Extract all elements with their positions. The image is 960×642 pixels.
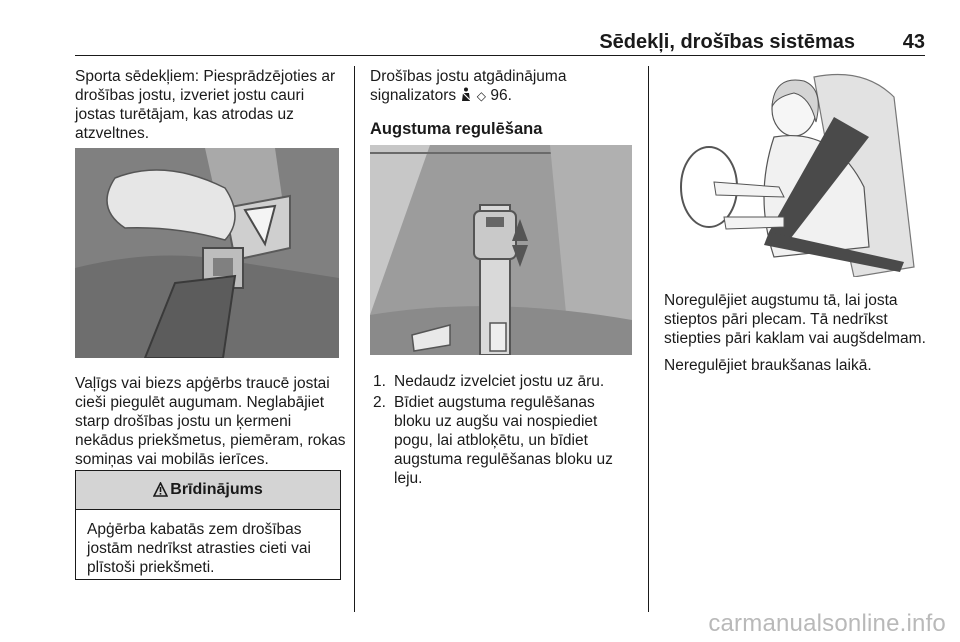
belt-buckle-illustration: [75, 148, 339, 358]
driver-seatbelt-illustration: [664, 67, 926, 277]
list-item: 1. Nedaudz izvelciet jostu uz āru.: [373, 373, 605, 390]
reminder-text: Drošības jostu atgādinājuma signalizators: [370, 68, 567, 104]
warning-triangle-icon: [153, 474, 168, 512]
intro-paragraph: Sporta sēdekļiem: Piesprādzējoties ar drošības jostu, izveriet jostu cauri jostas turētājam, kas atrodas uz atzveltnes.: [75, 68, 336, 142]
steps-list: [370, 372, 632, 488]
seatbelt-person-icon: [460, 87, 472, 107]
column-divider-1: [354, 66, 355, 612]
height-adjuster-illustration: [370, 145, 632, 355]
subheading-height-adjustment: Augstuma regulēšana: [370, 120, 543, 138]
list-item: 2. Bīdiet augstuma regulēšanas bloku uz augšu vai nospiediet pogu, lai atbloķētu, un bīdiet augstuma regulēšanas bloku uz leju.: [373, 394, 613, 487]
watermark: carmanualsonline.info: [708, 610, 946, 637]
left-intro: [75, 67, 347, 143]
right-text: [664, 291, 926, 375]
page-header: [75, 30, 925, 60]
left-clothing-note: [75, 374, 347, 469]
warning-header: [76, 471, 340, 510]
driving-note-paragraph: Neregulējiet braukšanas laikā.: [664, 357, 872, 374]
page-number: 43: [902, 31, 925, 53]
adjustment-steps: [370, 372, 632, 488]
warning-box: [75, 470, 341, 580]
height-adjust-paragraph: Noregulējiet augstumu tā, lai josta stieptos pāri plecam. Tā nedrīkst stiepties pāri kaklam vai augšdelmam.: [664, 292, 926, 347]
section-title: Sēdekļi, drošības sistēmas: [599, 31, 855, 53]
clothing-paragraph: Vaļīgs vai biezs apģērbs traucē jostai cieši piegulēt augumam. Neglabājiet starp drošības jostu un ķermeni nekādus priekšmetus, piemēram, rokas somiņas vai mobilās ierīces.: [75, 375, 346, 468]
reminder-page-ref: 96.: [490, 87, 512, 104]
page-reference-icon: ◇: [476, 89, 487, 103]
middle-reminder: [370, 67, 640, 139]
column-divider-2: [648, 66, 649, 612]
warning-text: Apģērba kabatās zem drošības jostām nedrīkst atrasties cieti vai plīstoši priekšmeti.: [87, 521, 311, 576]
warning-title: Brīdinājums: [170, 481, 263, 498]
header-divider: [75, 55, 925, 56]
